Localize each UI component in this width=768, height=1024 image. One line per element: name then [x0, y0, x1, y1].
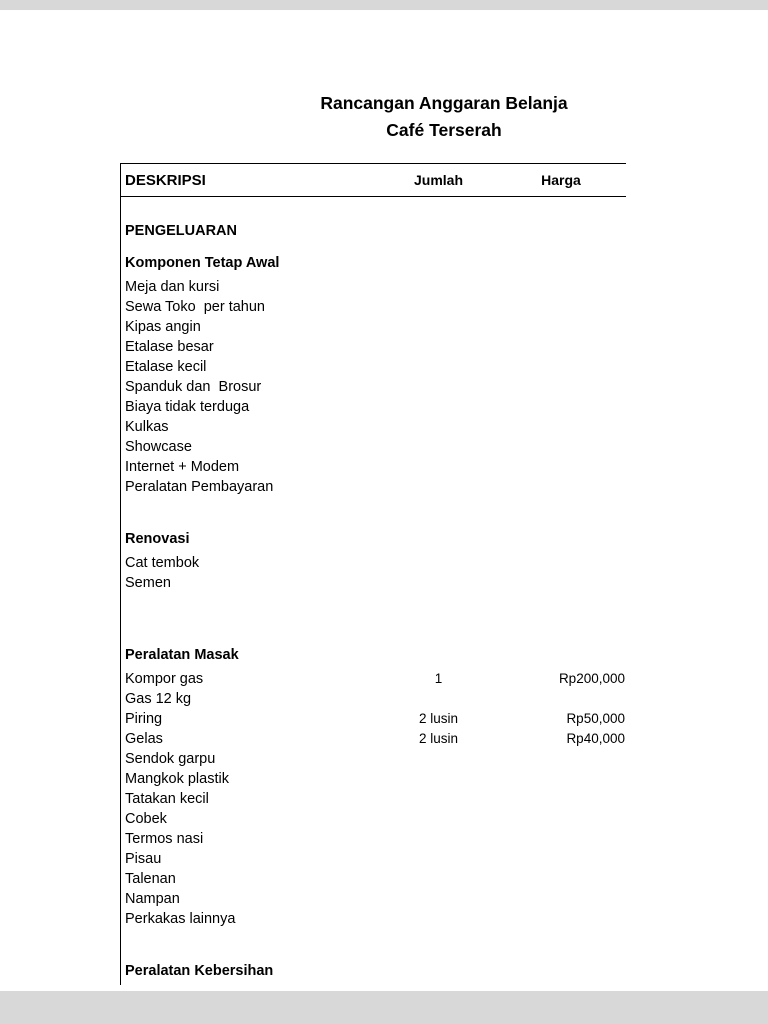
- item-name: Peralatan Pembayaran: [125, 479, 274, 495]
- item-row: [121, 829, 626, 849]
- section-heading: Peralatan Kebersihan: [125, 963, 274, 979]
- title-line-2: Café Terserah: [386, 120, 502, 140]
- item-price: [496, 377, 626, 397]
- item-price: [496, 553, 626, 573]
- item-row: [121, 729, 626, 749]
- item-row: [121, 869, 626, 889]
- item-qty: [381, 889, 496, 909]
- item-price: [496, 769, 626, 789]
- item-qty: [381, 689, 496, 709]
- item-qty: [381, 397, 496, 417]
- item-qty: [381, 377, 496, 397]
- item-price: [496, 477, 626, 497]
- item-qty: [381, 277, 496, 297]
- item-row: [121, 669, 626, 689]
- item-row: [121, 437, 626, 457]
- spacer-row: [121, 929, 626, 949]
- item-name: Mangkok plastik: [125, 771, 229, 787]
- item-price: [496, 869, 626, 889]
- item-row: [121, 377, 626, 397]
- item-name: Etalase besar: [125, 339, 214, 355]
- item-row: [121, 317, 626, 337]
- item-name: Gelas: [125, 731, 163, 747]
- item-row: [121, 477, 626, 497]
- item-row: [121, 849, 626, 869]
- item-row: [121, 337, 626, 357]
- item-name: Etalase kecil: [125, 359, 207, 375]
- item-price: [496, 317, 626, 337]
- item-price: [496, 277, 626, 297]
- item-name: Sendok garpu: [125, 751, 216, 767]
- item-qty: [381, 477, 496, 497]
- item-row: [121, 909, 626, 929]
- item-row: [121, 553, 626, 573]
- item-name: Meja dan kursi: [125, 279, 220, 295]
- spacer-row: [121, 593, 626, 613]
- section-heading: Peralatan Masak: [125, 647, 239, 663]
- item-row: [121, 457, 626, 477]
- item-price: [496, 809, 626, 829]
- item-price: [496, 789, 626, 809]
- item-qty: 2 lusin: [418, 711, 459, 726]
- item-qty: [381, 297, 496, 317]
- item-price: [496, 909, 626, 929]
- item-price: Rp200,000: [558, 671, 625, 686]
- item-price: [496, 849, 626, 869]
- item-price: [496, 417, 626, 437]
- item-qty: [381, 457, 496, 477]
- item-name: Kompor gas: [125, 671, 204, 687]
- item-price: Rp40,000: [566, 731, 625, 746]
- item-name: Kulkas: [125, 419, 169, 435]
- item-price: [496, 889, 626, 909]
- item-name: Tatakan kecil: [125, 791, 209, 807]
- document-page: [0, 10, 768, 991]
- item-name: Showcase: [125, 439, 192, 455]
- item-name: Piring: [125, 711, 163, 727]
- section-heading: Komponen Tetap Awal: [125, 255, 280, 271]
- item-name: Sewa Toko per tahun: [125, 299, 265, 315]
- item-name: Perkakas lainnya: [125, 911, 236, 927]
- item-row: [121, 357, 626, 377]
- section-heading: Renovasi: [125, 531, 190, 547]
- header-harga: Harga: [541, 172, 581, 188]
- header-deskripsi: DESKRIPSI: [125, 171, 206, 189]
- item-qty: [381, 337, 496, 357]
- item-qty: [381, 317, 496, 337]
- item-row: [121, 573, 626, 593]
- header-jumlah: Jumlah: [413, 172, 463, 188]
- item-row: [121, 709, 626, 729]
- item-row: [121, 277, 626, 297]
- item-qty: [381, 573, 496, 593]
- item-name: Kipas angin: [125, 319, 201, 335]
- item-name: Spanduk dan Brosur: [125, 379, 262, 395]
- item-row: [121, 397, 626, 417]
- item-price: [496, 829, 626, 849]
- item-row: [121, 789, 626, 809]
- document-title: [120, 90, 768, 144]
- title-line-1: Rancangan Anggaran Belanja: [320, 93, 568, 113]
- item-price: [496, 397, 626, 417]
- item-qty: [381, 769, 496, 789]
- item-price: [496, 337, 626, 357]
- item-price: [496, 689, 626, 709]
- item-name: Pisau: [125, 851, 162, 867]
- item-qty: [381, 909, 496, 929]
- item-qty: [381, 749, 496, 769]
- item-qty: [381, 553, 496, 573]
- item-name: Gas 12 kg: [125, 691, 192, 707]
- table-header-row: [121, 163, 626, 197]
- item-price: [496, 437, 626, 457]
- section-heading: PENGELUARAN: [125, 223, 237, 239]
- item-qty: [381, 809, 496, 829]
- budget-table: [120, 163, 626, 985]
- item-price: [496, 297, 626, 317]
- item-name: Termos nasi: [125, 831, 204, 847]
- item-qty: [381, 849, 496, 869]
- spacer-row: [121, 497, 626, 517]
- item-price: [496, 749, 626, 769]
- item-qty: [381, 869, 496, 889]
- table-body: [121, 197, 626, 981]
- item-qty: [381, 789, 496, 809]
- item-name: Internet + Modem: [125, 459, 240, 475]
- item-qty: [381, 417, 496, 437]
- item-qty: 2 lusin: [418, 731, 459, 746]
- item-row: [121, 297, 626, 317]
- item-name: Semen: [125, 575, 171, 591]
- item-row: [121, 889, 626, 909]
- item-row: [121, 689, 626, 709]
- item-name: Biaya tidak terduga: [125, 399, 250, 415]
- item-qty: [381, 829, 496, 849]
- item-row: [121, 769, 626, 789]
- item-price: [496, 457, 626, 477]
- item-row: [121, 749, 626, 769]
- item-price: Rp50,000: [566, 711, 625, 726]
- item-row: [121, 417, 626, 437]
- item-name: Talenan: [125, 871, 176, 887]
- item-qty: [381, 357, 496, 377]
- item-name: Cat tembok: [125, 555, 200, 571]
- item-name: Nampan: [125, 891, 180, 907]
- item-price: [496, 357, 626, 377]
- item-price: [496, 573, 626, 593]
- item-row: [121, 809, 626, 829]
- spacer-row: [121, 613, 626, 633]
- item-name: Cobek: [125, 811, 167, 827]
- item-qty: [381, 437, 496, 457]
- item-qty: 1: [434, 671, 443, 686]
